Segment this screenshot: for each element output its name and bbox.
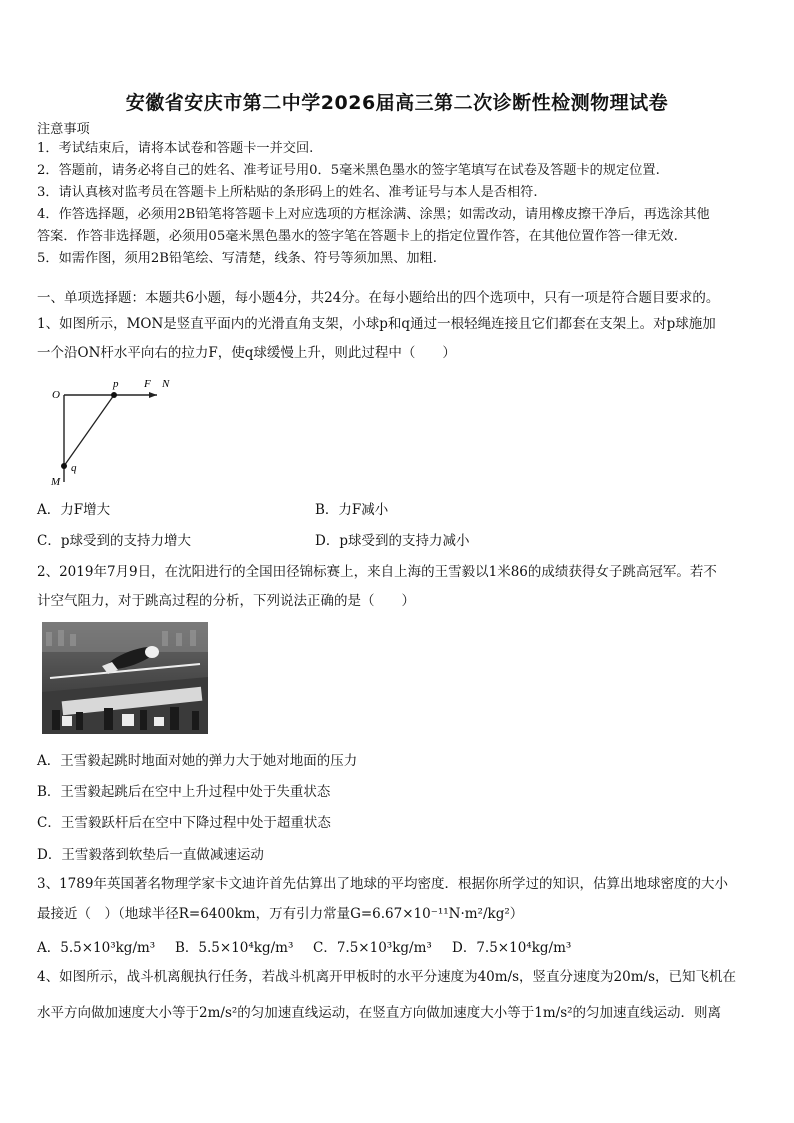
question-1-text: 一个沿ON杆水平向右的拉力F，使q球缓慢上升，则此过程中（ ） [37, 345, 456, 361]
question-3-text: 3、1789年英国著名物理学家卡文迪许首先估算出了地球的平均密度．根据你所学过的知识，估算出地球密度的大小 [37, 876, 728, 892]
q2-option-b: B．王雪毅起跳后在空中上升过程中处于失重状态 [37, 784, 331, 800]
question-2-text: 计空气阻力，对于跳高过程的分析，下列说法正确的是（ ） [37, 593, 415, 609]
q3-option-d: D．7.5×10⁴kg/m³ [452, 940, 572, 956]
page-title: 安徽省安庆市第二中学2026届高三第二次诊断性检测物理试卷 [125, 92, 669, 114]
notice-item: 答案．作答非选择题，必须用05毫米黑色墨水的签字笔在答题卡上的指定位置作答，在其他位置作答一律无效. [37, 229, 678, 244]
label-p: p [113, 378, 119, 390]
notice-item: 5．如需作图，须用2B铅笔绘、写清楚，线条、符号等须加黑、加粗. [37, 251, 437, 266]
q3-option-c: C．7.5×10³kg/m³ [313, 940, 432, 956]
question-2-text: 2、2019年7月9日，在沈阳进行的全国田径锦标赛上，来自上海的王雪毅以1米86的成绩获得女子跳高冠军。若不 [37, 564, 717, 580]
high-jump-photo [42, 622, 208, 734]
question-4-text: 水平方向做加速度大小等于2m/s²的匀加速直线运动，在竖直方向做加速度大小等于1m/s²的匀加速直线运动．则离 [37, 1005, 722, 1021]
q1-option-a: A．力F增大 [37, 502, 111, 518]
notice-heading: 注意事项 [37, 122, 90, 137]
notice-item: 1．考试结束后，请将本试卷和答题卡一并交回. [37, 141, 314, 156]
q1-option-c: C．p球受到的支持力增大 [37, 533, 191, 549]
rope [64, 395, 114, 466]
label-m: M [51, 476, 61, 488]
notice-item: 3．请认真核对监考员在答题卡上所粘贴的条形码上的姓名、准考证号与本人是否相符. [37, 185, 538, 200]
q1-option-d: D．p球受到的支持力减小 [315, 533, 470, 549]
q2-option-d: D．王雪毅落到软垫后一直做减速运动 [37, 847, 264, 863]
section-heading: 一、单项选择题：本题共6小题，每小题4分，共24分。在每小题给出的四个选项中，只有一项是符合题目要求的。 [37, 290, 720, 306]
label-q: q [71, 462, 77, 474]
notice-item: 2．答题前，请务必将自己的姓名、准考证号用0．5毫米黑色墨水的签字笔填写在试卷及答题卡的规定位置. [37, 163, 660, 178]
force-arrow-head [149, 392, 157, 398]
question-3-text: 最接近（ ）（地球半径R=6400km，万有引力常量G=6.67×10⁻¹¹N·m²/kg²） [37, 906, 524, 922]
question-1-text: 1、如图所示，MON是竖直平面内的光滑直角支架，小球p和q通过一根轻绳连接且它们都套在支架上。对p球施加 [37, 316, 716, 332]
q2-option-a: A．王雪毅起跳时地面对她的弹力大于她对地面的压力 [37, 753, 358, 769]
label-o: O [52, 389, 60, 401]
ball-p [111, 392, 117, 398]
label-n: N [162, 378, 170, 390]
support-frame-diagram [45, 372, 185, 490]
label-f: F [144, 378, 151, 390]
q3-option-b: B．5.5×10⁴kg/m³ [175, 940, 294, 956]
q1-option-b: B．力F减小 [315, 502, 389, 518]
notice-item: 4．作答选择题，必须用2B铅笔将答题卡上对应选项的方框涂满、涂黑；如需改动，请用橡皮擦干净后，再选涂其他 [37, 207, 710, 222]
ball-q [61, 463, 67, 469]
question-4-text: 4、如图所示，战斗机离舰执行任务，若战斗机离开甲板时的水平分速度为40m/s，竖直分速度为20m/s，已知飞机在 [37, 969, 736, 985]
q3-option-a: A．5.5×10³kg/m³ [37, 940, 156, 956]
q2-option-c: C．王雪毅跃杆后在空中下降过程中处于超重状态 [37, 815, 331, 831]
